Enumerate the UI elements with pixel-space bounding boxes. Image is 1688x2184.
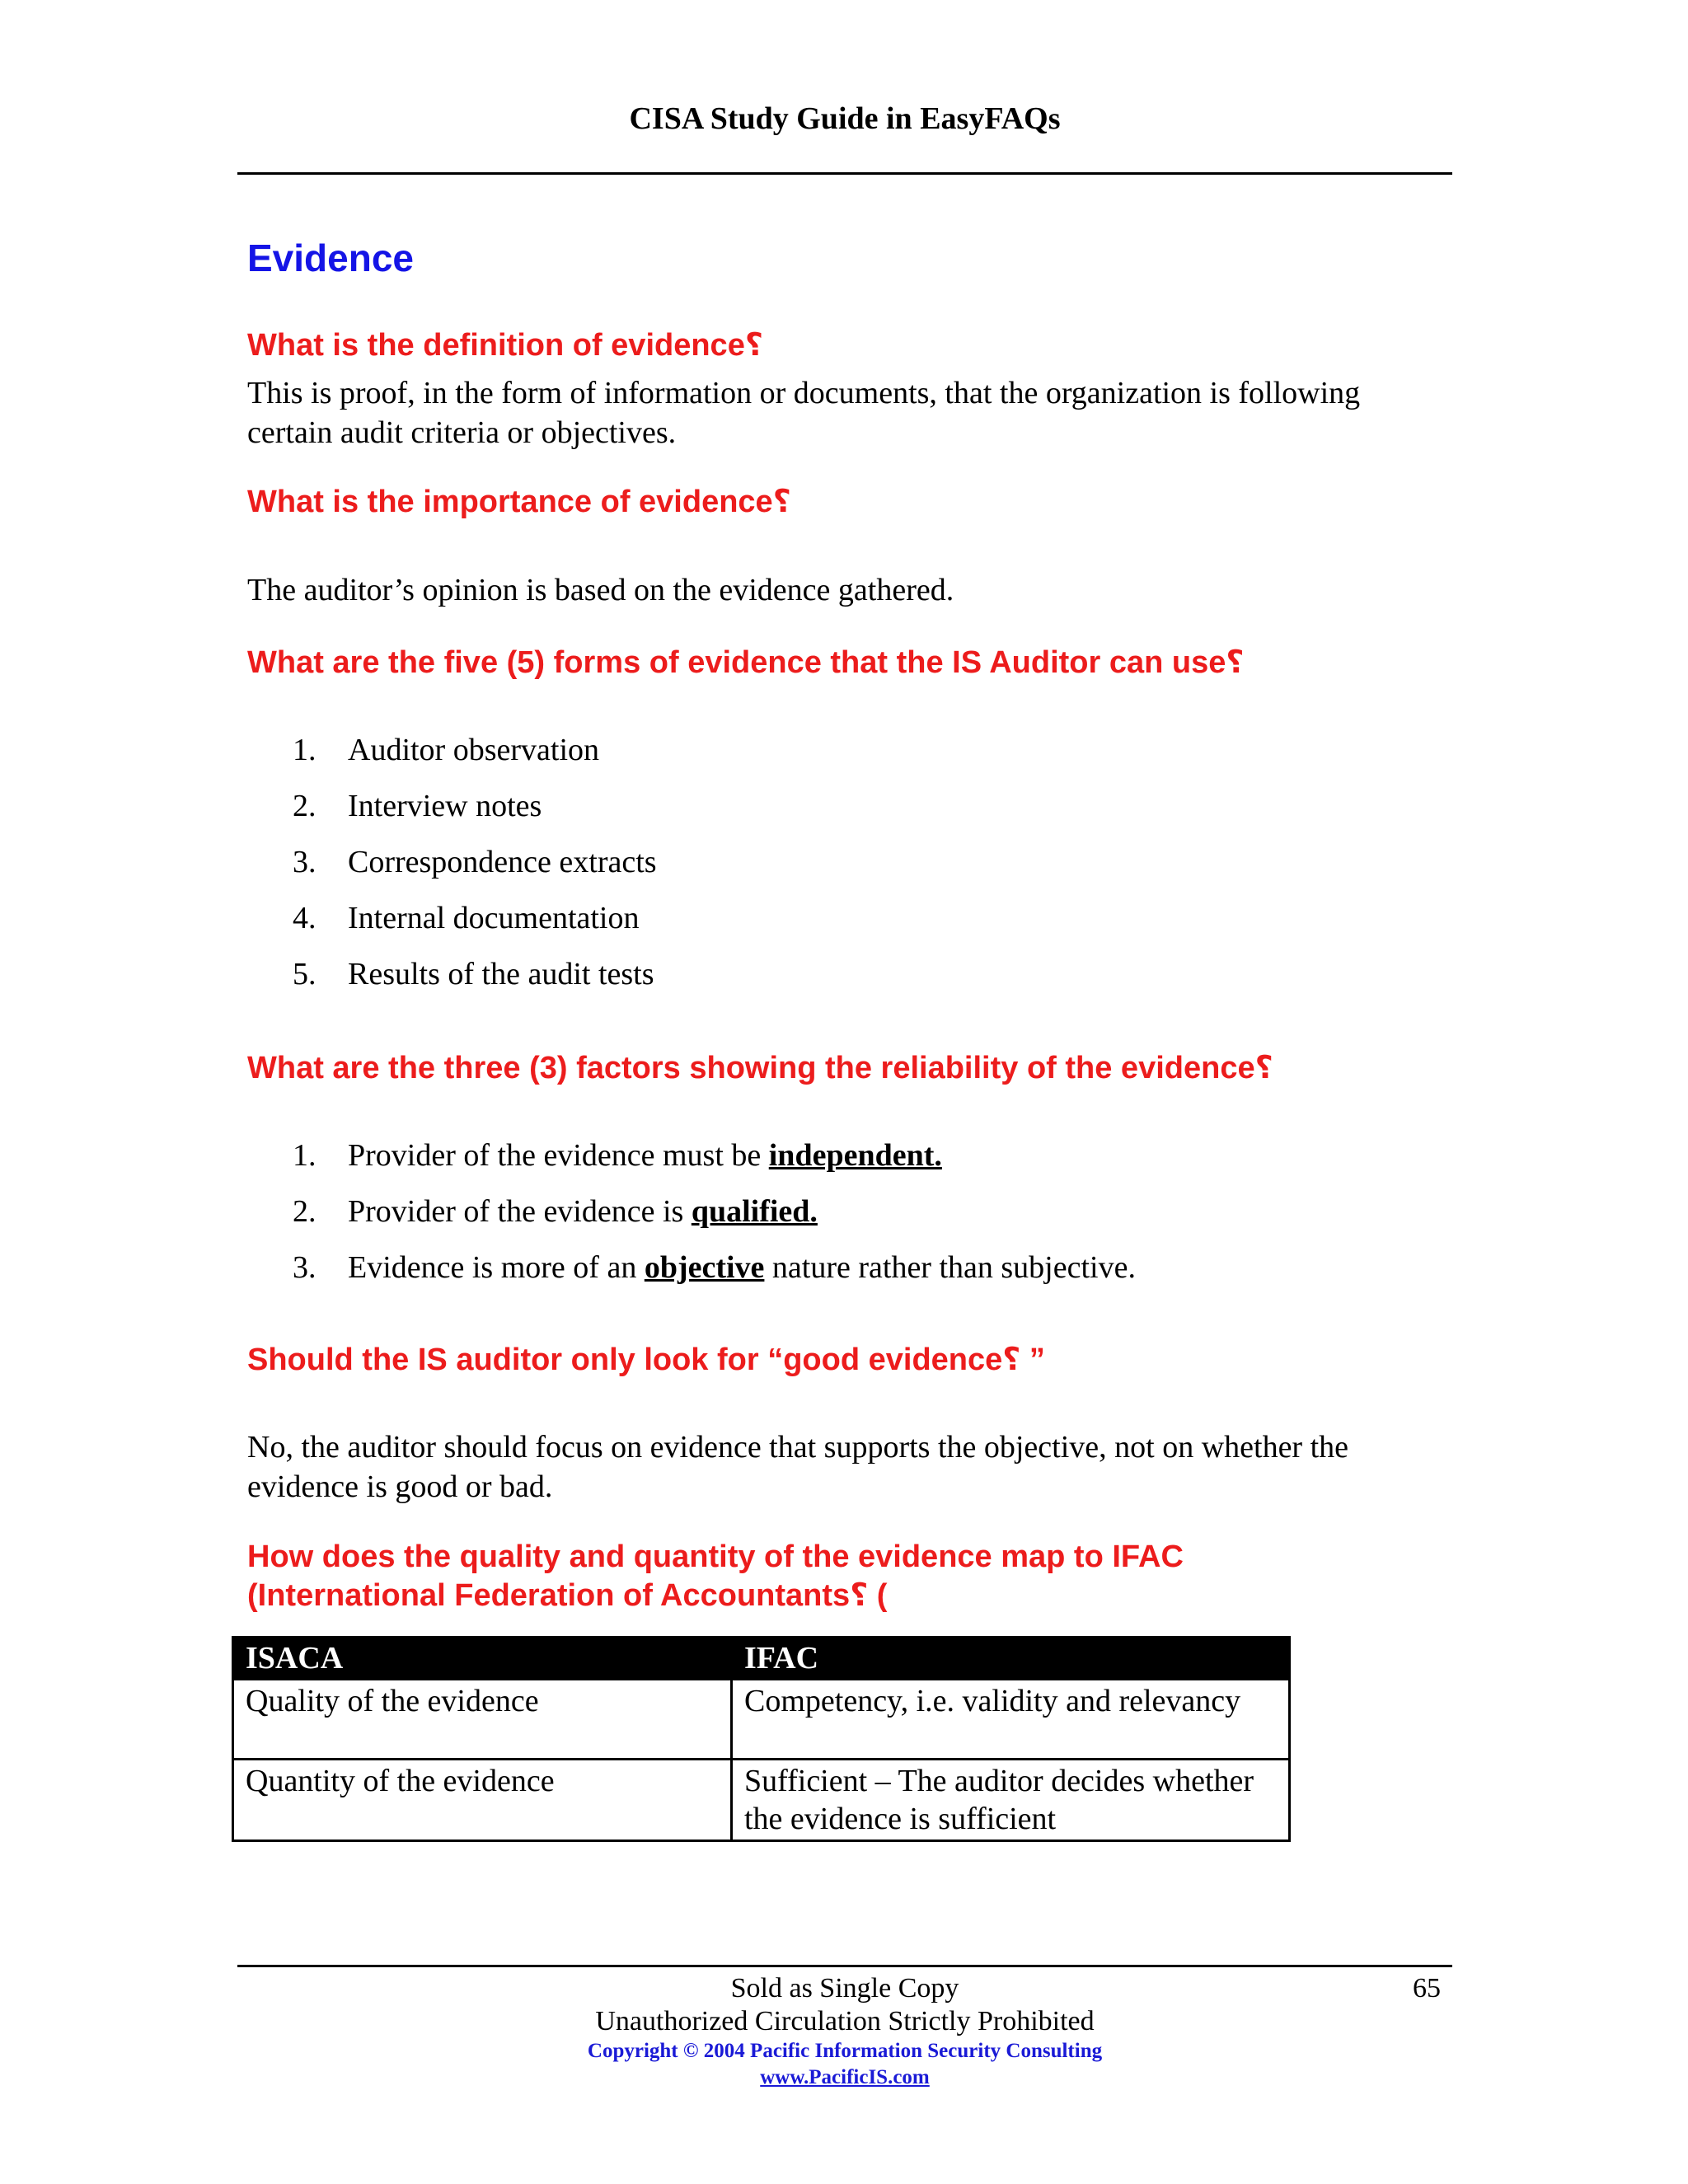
section-title: Evidence bbox=[247, 237, 414, 279]
question-heading: What is the importance of evidence؟ bbox=[247, 485, 791, 519]
list-item-text: Provider of the evidence must be bbox=[348, 1138, 769, 1173]
reliability-factors-list bbox=[293, 1136, 1136, 1304]
table-header-row bbox=[233, 1638, 1290, 1680]
question-heading: How does the quality and quantity of the evidence map to IFAC (International Federation of Accountants؟ ( bbox=[247, 1540, 1184, 1613]
isaca-ifac-mapping-table bbox=[232, 1636, 1291, 1842]
footer-notice: Unauthorized Circulation Strictly Prohibited bbox=[595, 2006, 1095, 2036]
copyright-notice: Copyright © 2004 Pacific Information Security Consulting bbox=[587, 2040, 1103, 2062]
answer-paragraph: The auditor’s opinion is based on the evidence gathered. bbox=[247, 573, 954, 607]
list-item: 3. Correspondence extracts bbox=[293, 845, 657, 879]
evidence-forms-list bbox=[293, 730, 657, 1010]
page-footer bbox=[237, 1972, 1452, 2091]
list-item: 1. Provider of the evidence must be independent. bbox=[293, 1138, 942, 1173]
column-header: ISACA bbox=[233, 1638, 732, 1680]
table-row bbox=[233, 1680, 1290, 1760]
keyword-emphasis: qualified. bbox=[691, 1194, 818, 1229]
answer-paragraph: No, the auditor should focus on evidence that supports the objective, not on whether the evidence is good or bad. bbox=[247, 1430, 1349, 1504]
list-item-text: Provider of the evidence is bbox=[348, 1194, 692, 1229]
list-item-text: Interview notes bbox=[348, 789, 542, 823]
list-item-text: Results of the audit tests bbox=[348, 957, 654, 991]
question-heading: What is the definition of evidence؟ bbox=[247, 328, 763, 363]
list-item-text: Evidence is more of an bbox=[348, 1250, 645, 1285]
list-item: 3. Evidence is more of an objective nature rather than subjective. bbox=[293, 1250, 1136, 1285]
list-item: 4. Internal documentation bbox=[293, 901, 640, 935]
footer-notice: Sold as Single Copy bbox=[730, 1973, 959, 2004]
list-item-text: Auditor observation bbox=[348, 733, 600, 767]
header-rule bbox=[237, 172, 1452, 175]
list-item: 2. Interview notes bbox=[293, 789, 542, 823]
column-header: IFAC bbox=[732, 1638, 1290, 1680]
list-item: 5. Results of the audit tests bbox=[293, 957, 654, 991]
footer-rule bbox=[237, 1965, 1452, 1967]
list-item-text: Internal documentation bbox=[348, 901, 640, 935]
question-heading: What are the three (3) factors showing the reliability of the evidence؟ bbox=[247, 1051, 1273, 1085]
keyword-emphasis: objective bbox=[644, 1250, 765, 1285]
list-item-text: nature rather than subjective. bbox=[764, 1250, 1136, 1285]
question-heading: Should the IS auditor only look for “good evidence؟ ” bbox=[247, 1343, 1045, 1377]
list-item: 2. Provider of the evidence is qualified. bbox=[293, 1194, 818, 1229]
page-number: 65 bbox=[1413, 1973, 1441, 2004]
table-cell: Quantity of the evidence bbox=[233, 1760, 732, 1841]
website-link[interactable]: www.PacificIS.com bbox=[760, 2066, 930, 2088]
table-cell: Sufficient – The auditor decides whether the evidence is sufficient bbox=[732, 1760, 1290, 1841]
answer-paragraph: This is proof, in the form of information or documents, that the organization is following certain audit criteria or objectives. bbox=[247, 376, 1361, 450]
question-heading: What are the five (5) forms of evidence that the IS Auditor can use؟ bbox=[247, 645, 1245, 680]
table-cell: Competency, i.e. validity and relevancy bbox=[732, 1680, 1290, 1760]
table-row bbox=[233, 1760, 1290, 1841]
list-item: 1. Auditor observation bbox=[293, 733, 600, 767]
list-item-text: Correspondence extracts bbox=[348, 845, 657, 879]
keyword-emphasis: independent. bbox=[768, 1138, 942, 1173]
running-header: CISA Study Guide in EasyFAQs bbox=[629, 101, 1061, 136]
table-cell: Quality of the evidence bbox=[233, 1680, 732, 1760]
